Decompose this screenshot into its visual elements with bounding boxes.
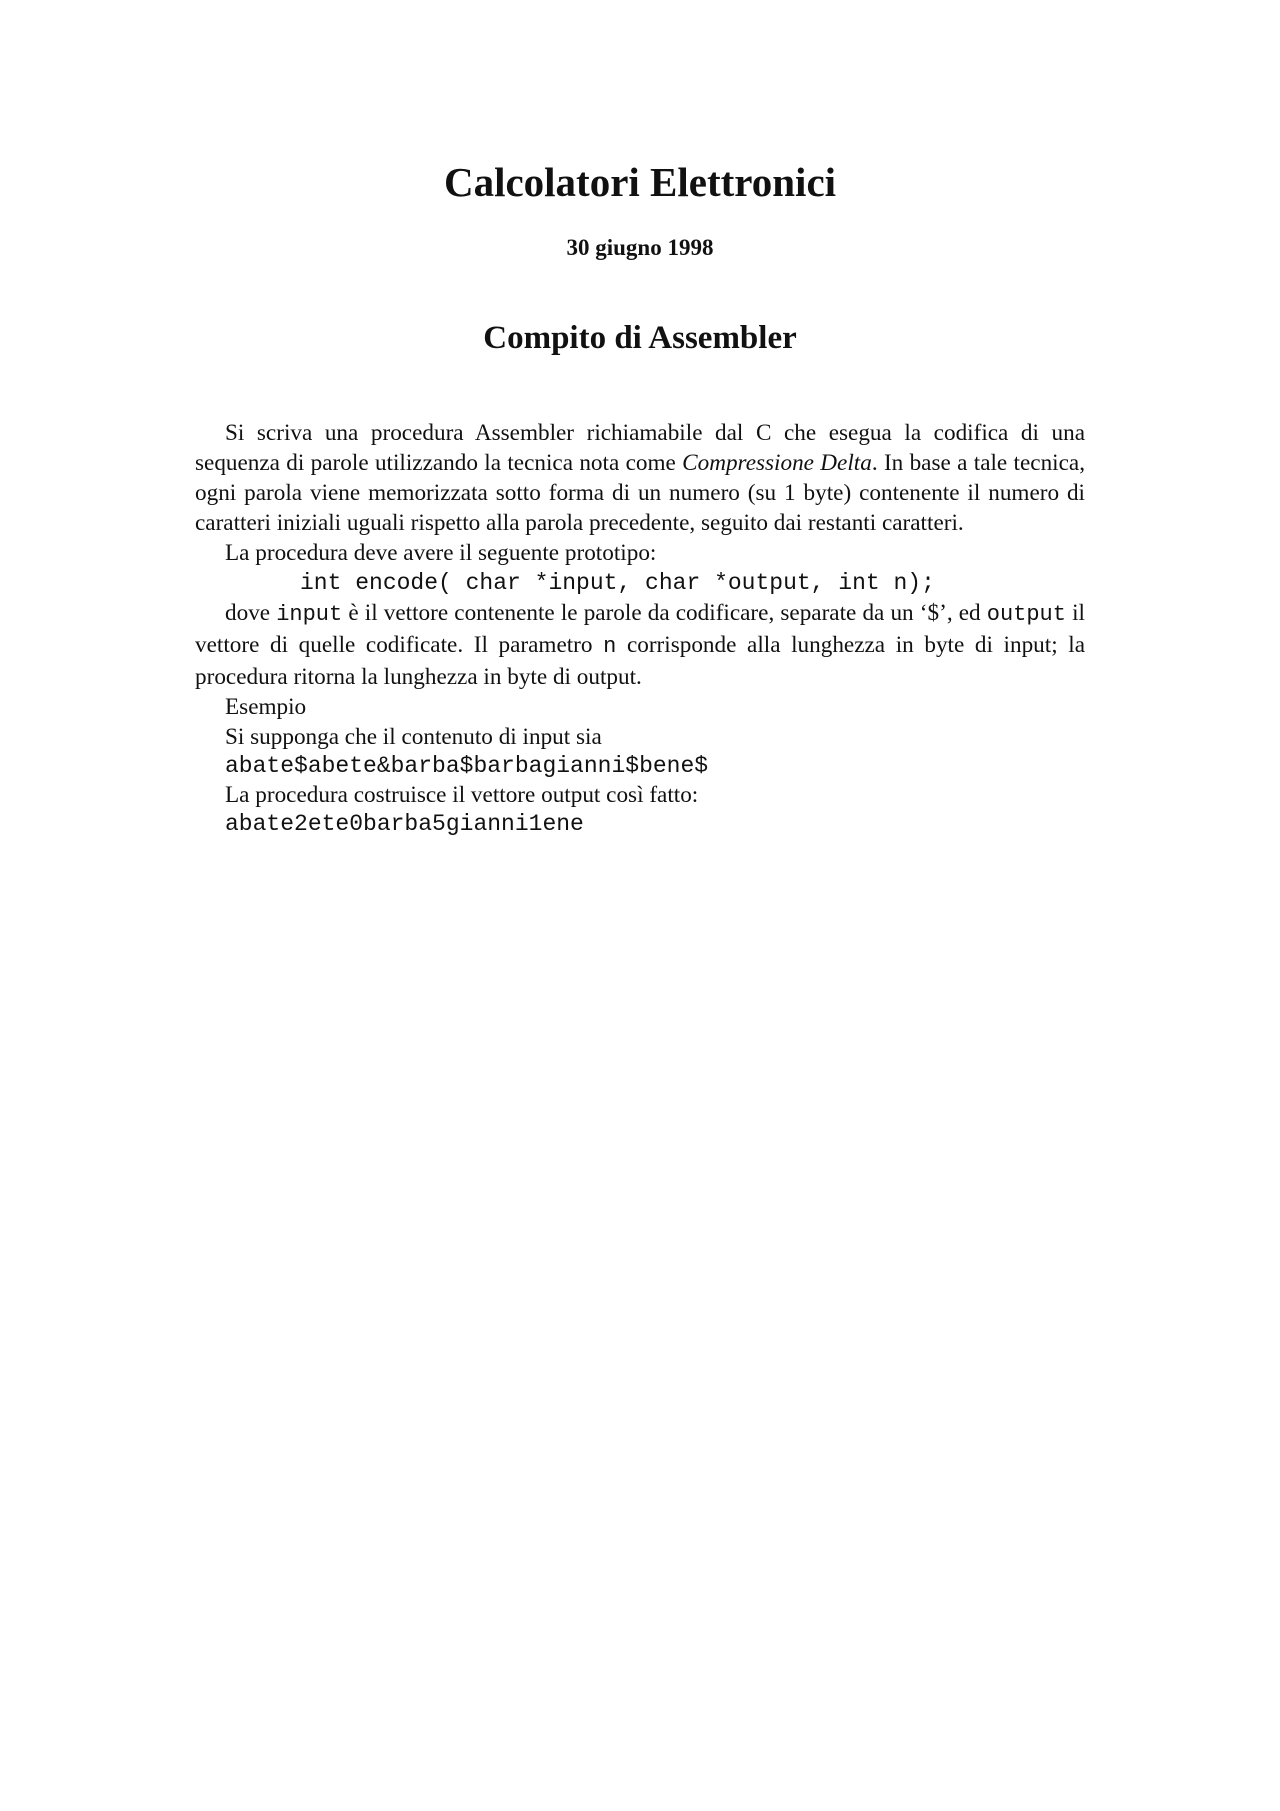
document-title: Calcolatori Elettronici [443, 159, 837, 205]
prototype-code: int encode( char *input, char *output, int n); [300, 570, 935, 596]
params-text-3: il vettore di quelle codificate. Il parametro [195, 600, 1085, 658]
code-n: n [603, 634, 617, 659]
intro-paragraph [195, 418, 1085, 538]
params-text-2: è il vettore contenente le parole da codificare, separate da un ‘$’, ed [342, 600, 987, 626]
document-date: 30 giugno 1998 [566, 235, 714, 260]
code-input: input [276, 602, 343, 627]
example-output-intro: La procedura costruisce il vettore output così fatto: [225, 782, 699, 808]
params-text-4: corrisponde alla lunghezza in byte di input; la procedura ritorna la lunghezza in byte di output. [195, 632, 1086, 690]
document-body [195, 418, 1085, 838]
parameters-paragraph [195, 598, 1085, 692]
example-heading: Esempio [225, 694, 307, 720]
intro-text-1: Si scriva una procedura Assembler richiamabile dal C che esegua la codifica di una sequenza di parole utilizzando la tecnica nota come [195, 420, 1085, 476]
technique-name: Compressione Delta [682, 450, 872, 476]
prototype-intro: La procedura deve avere il seguente prototipo: [225, 540, 657, 566]
example-output-value: abate2ete0barba5gianni1ene [225, 811, 584, 837]
document-subtitle: Compito di Assembler [483, 320, 797, 356]
example-input-value: abate$abete&barba$barbagianni$bene$ [225, 753, 709, 779]
code-output: output [986, 602, 1066, 627]
params-text-1: dove [225, 600, 277, 626]
example-input-intro: Si supponga che il contenuto di input sia [225, 724, 602, 750]
intro-text-2: . In base a tale tecnica, ogni parola viene memorizzata sotto forma di un numero (su 1 byte) contenente il numero di caratteri iniziali uguali rispetto alla parola precedente, seguito dai restanti caratteri. [195, 450, 1085, 536]
